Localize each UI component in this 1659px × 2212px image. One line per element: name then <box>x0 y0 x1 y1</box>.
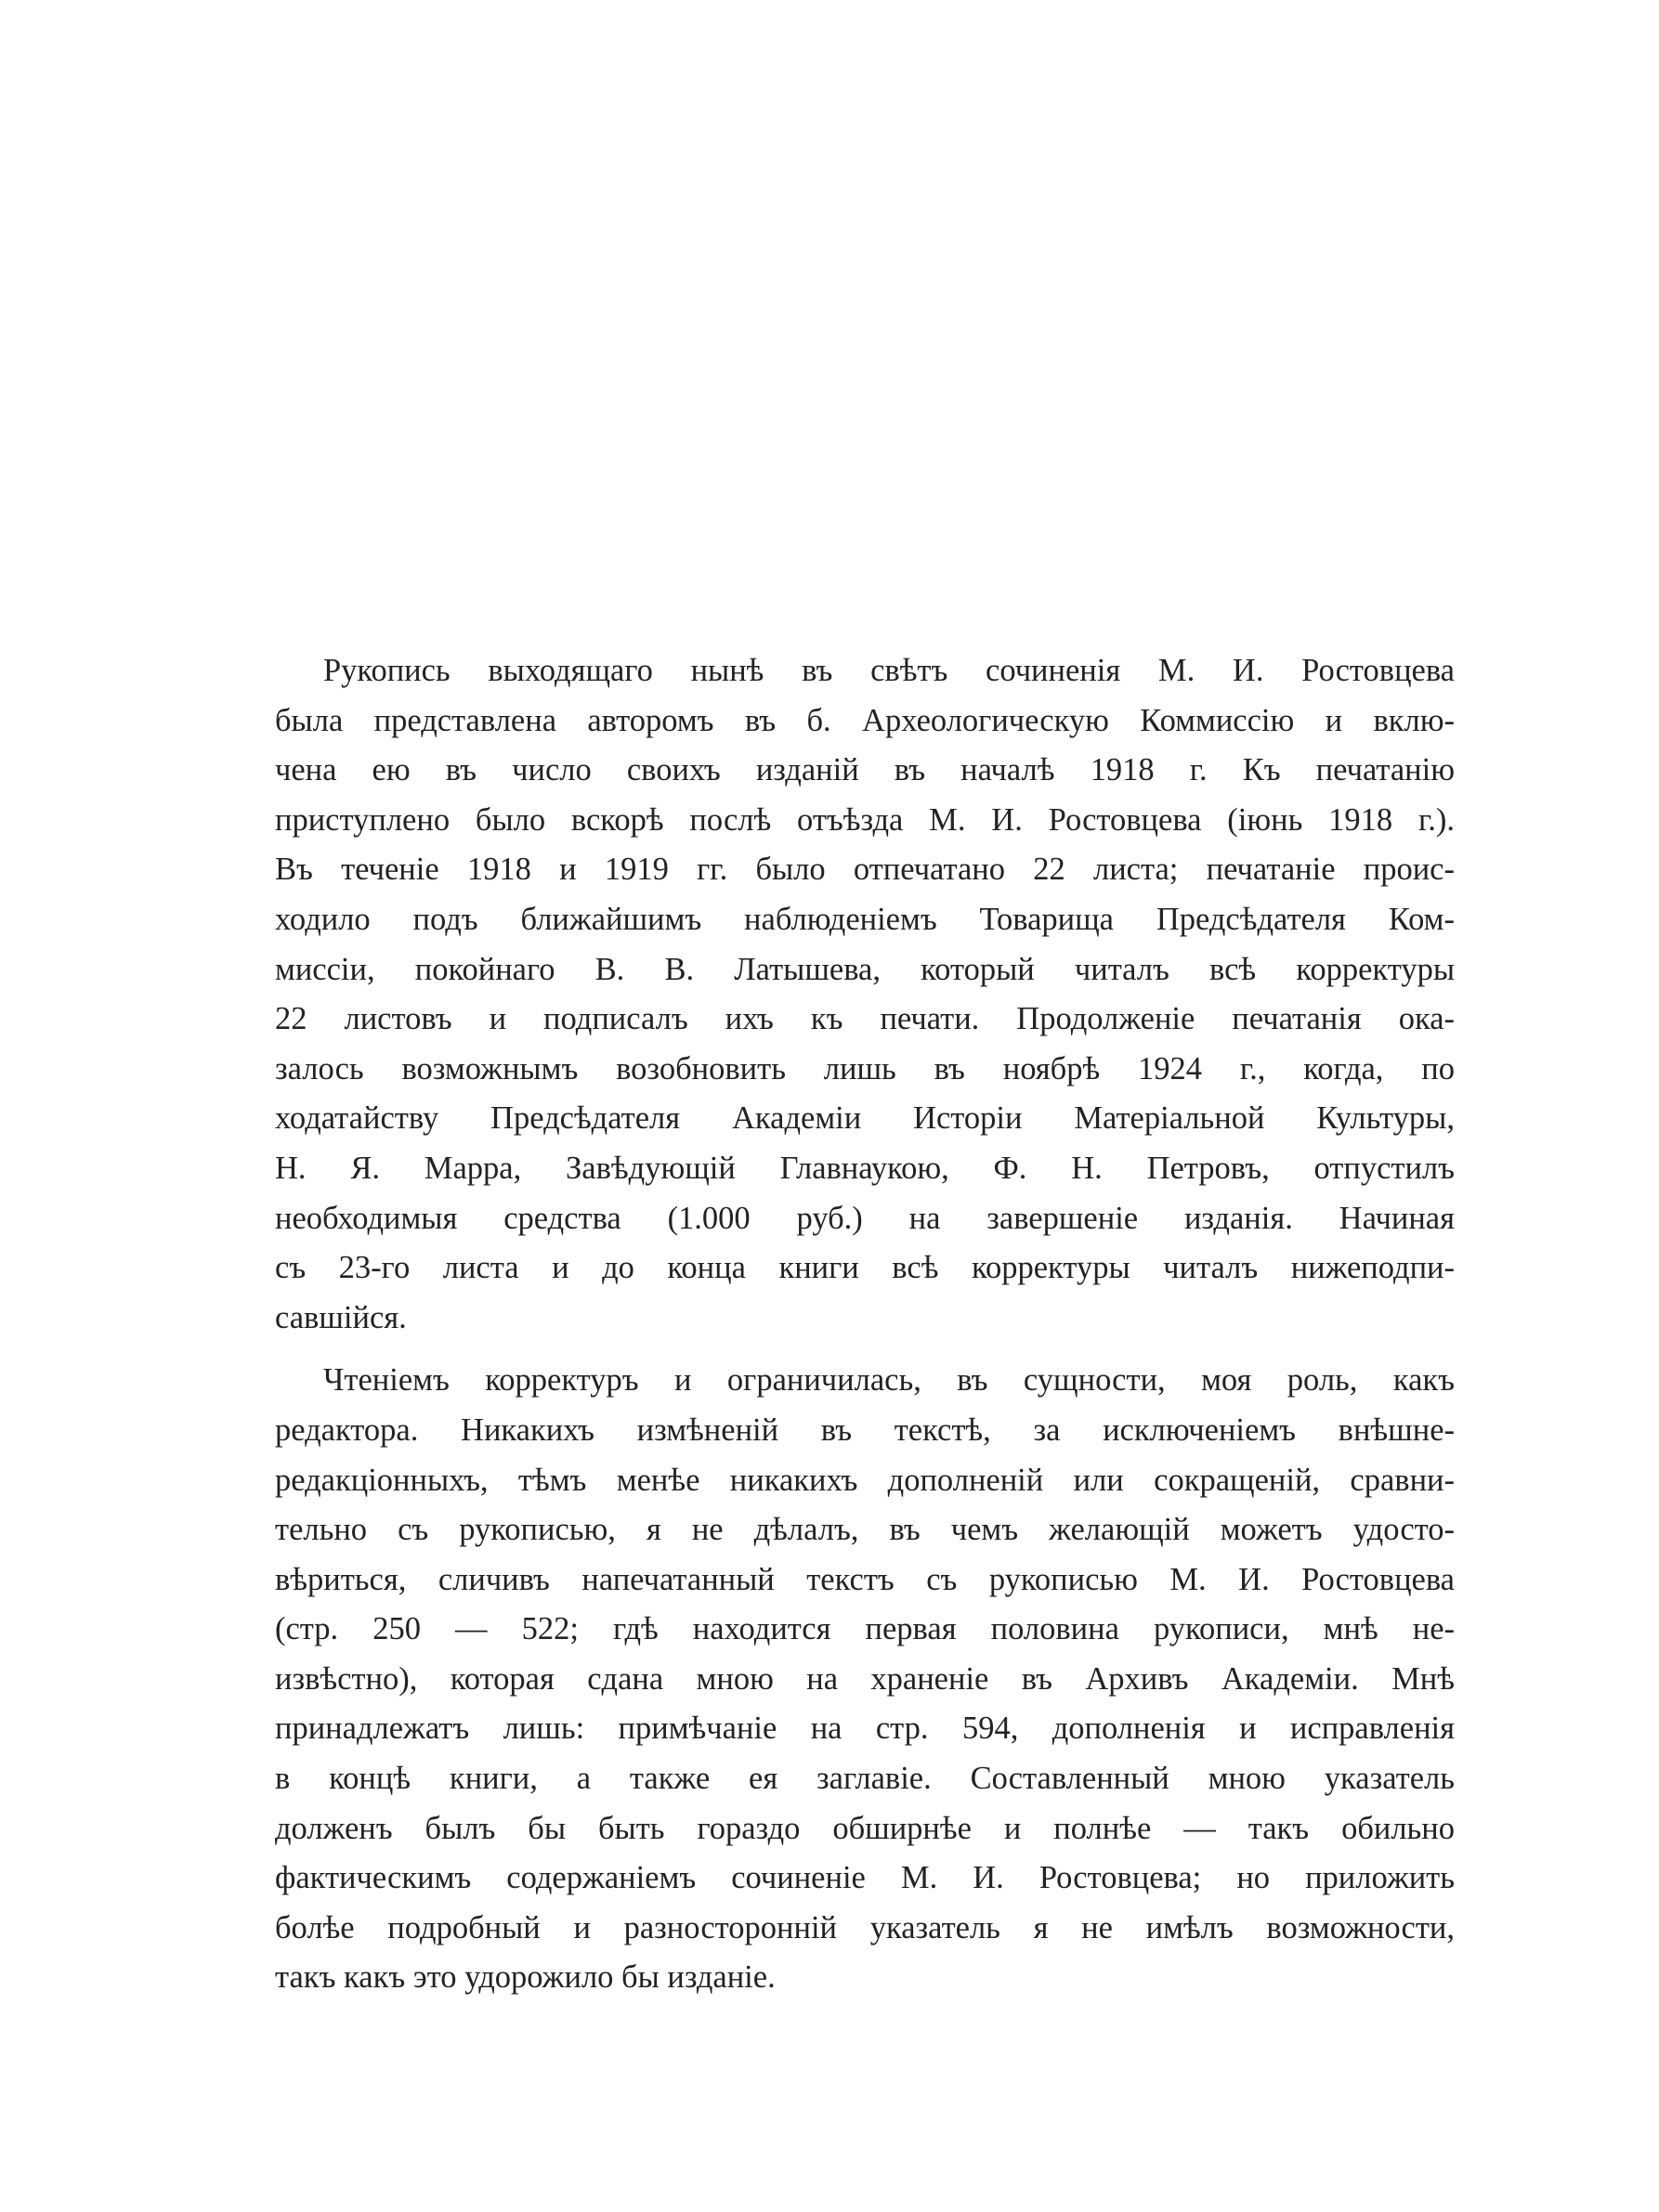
text-line: чена ею въ число своихъ изданій въ началѣ 1918 г. Къ печатанію <box>275 752 1455 788</box>
text-line: ходатайству Предсѣдателя Академіи Исторіи Матеріальной Культуры, <box>275 1100 1455 1137</box>
text-line: залось возможнымъ возобновить лишь въ ноябрѣ 1924 г., когда, по <box>275 1050 1455 1086</box>
text-line: фактическимъ содержаніемъ сочиненіе М. И. Ростовцева; но приложить <box>275 1860 1455 1896</box>
text-line: необходимыя средства (1.000 руб.) на завершеніе изданія. Начиная <box>275 1200 1455 1236</box>
text-line: (стр. 250 — 522; гдѣ находится первая половина рукописи, мнѣ не- <box>275 1611 1455 1647</box>
text-line: болѣе подробный и разносторонній указатель я не имѣлъ возможности, <box>275 1909 1455 1945</box>
text-line: такъ какъ это удорожило бы изданіе. <box>275 1959 776 1996</box>
text-line: съ 23-го листа и до конца книги всѣ корректуры читалъ нижеподпи- <box>275 1250 1455 1286</box>
text-line: редакціонныхъ, тѣмъ менѣе никакихъ дополненій или сокращеній, сравни- <box>275 1462 1455 1498</box>
text-line: долженъ былъ бы быть гораздо обширнѣе и полнѣе — такъ обильно <box>275 1810 1455 1846</box>
text-line: Въ теченіе 1918 и 1919 гг. было отпечатано 22 листа; печатаніе проис- <box>275 852 1455 888</box>
text-line: Рукопись выходящаго нынѣ въ свѣтъ сочиненія М. И. Ростовцева <box>323 653 1455 688</box>
text-line: редактора. Никакихъ измѣненій въ текстѣ, за исключеніемъ внѣшне- <box>275 1412 1455 1448</box>
paragraph-1 <box>275 646 1455 1343</box>
text-line: Чтеніемъ корректуръ и ограничилась, въ сущности, моя роль, какъ <box>323 1362 1455 1399</box>
text-line: Н. Я. Марра, Завѣдующій Главнаукою, Ф. Н. Петровъ, отпустилъ <box>275 1150 1455 1186</box>
paragraph-2 <box>275 1356 1455 2003</box>
text-line: была представлена авторомъ въ б. Археологическую Коммиссію и вклю- <box>275 702 1455 738</box>
text-line: миссіи, покойнаго В. В. Латышева, который читалъ всѣ корректуры <box>275 951 1455 987</box>
body-text <box>275 646 1455 2003</box>
text-line: принадлежатъ лишь: примѣчаніе на стр. 594, дополненія и исправленія <box>275 1711 1455 1747</box>
text-line: савшійся. <box>275 1299 407 1335</box>
text-line: ходило подъ ближайшимъ наблюденіемъ Товарища Предсѣдателя Ком- <box>275 901 1455 937</box>
text-line: в концѣ книги, а также ея заглавіе. Составленный мною указатель <box>275 1761 1455 1797</box>
text-line: вѣриться, сличивъ напечатанный текстъ съ рукописью М. И. Ростовцева <box>275 1561 1455 1597</box>
text-line: тельно съ рукописью, я не дѣлалъ, въ чемъ желающій можетъ удосто- <box>275 1512 1455 1548</box>
text-line: приступлено было вскорѣ послѣ отъѣзда М. И. Ростовцева (іюнь 1918 г.). <box>275 801 1455 838</box>
text-line: 22 листовъ и подписалъ ихъ къ печати. Продолженіе печатанія ока- <box>275 1001 1455 1037</box>
text-line: извѣстно), которая сдана мною на храненіе въ Архивъ Академіи. Мнѣ <box>275 1660 1455 1697</box>
